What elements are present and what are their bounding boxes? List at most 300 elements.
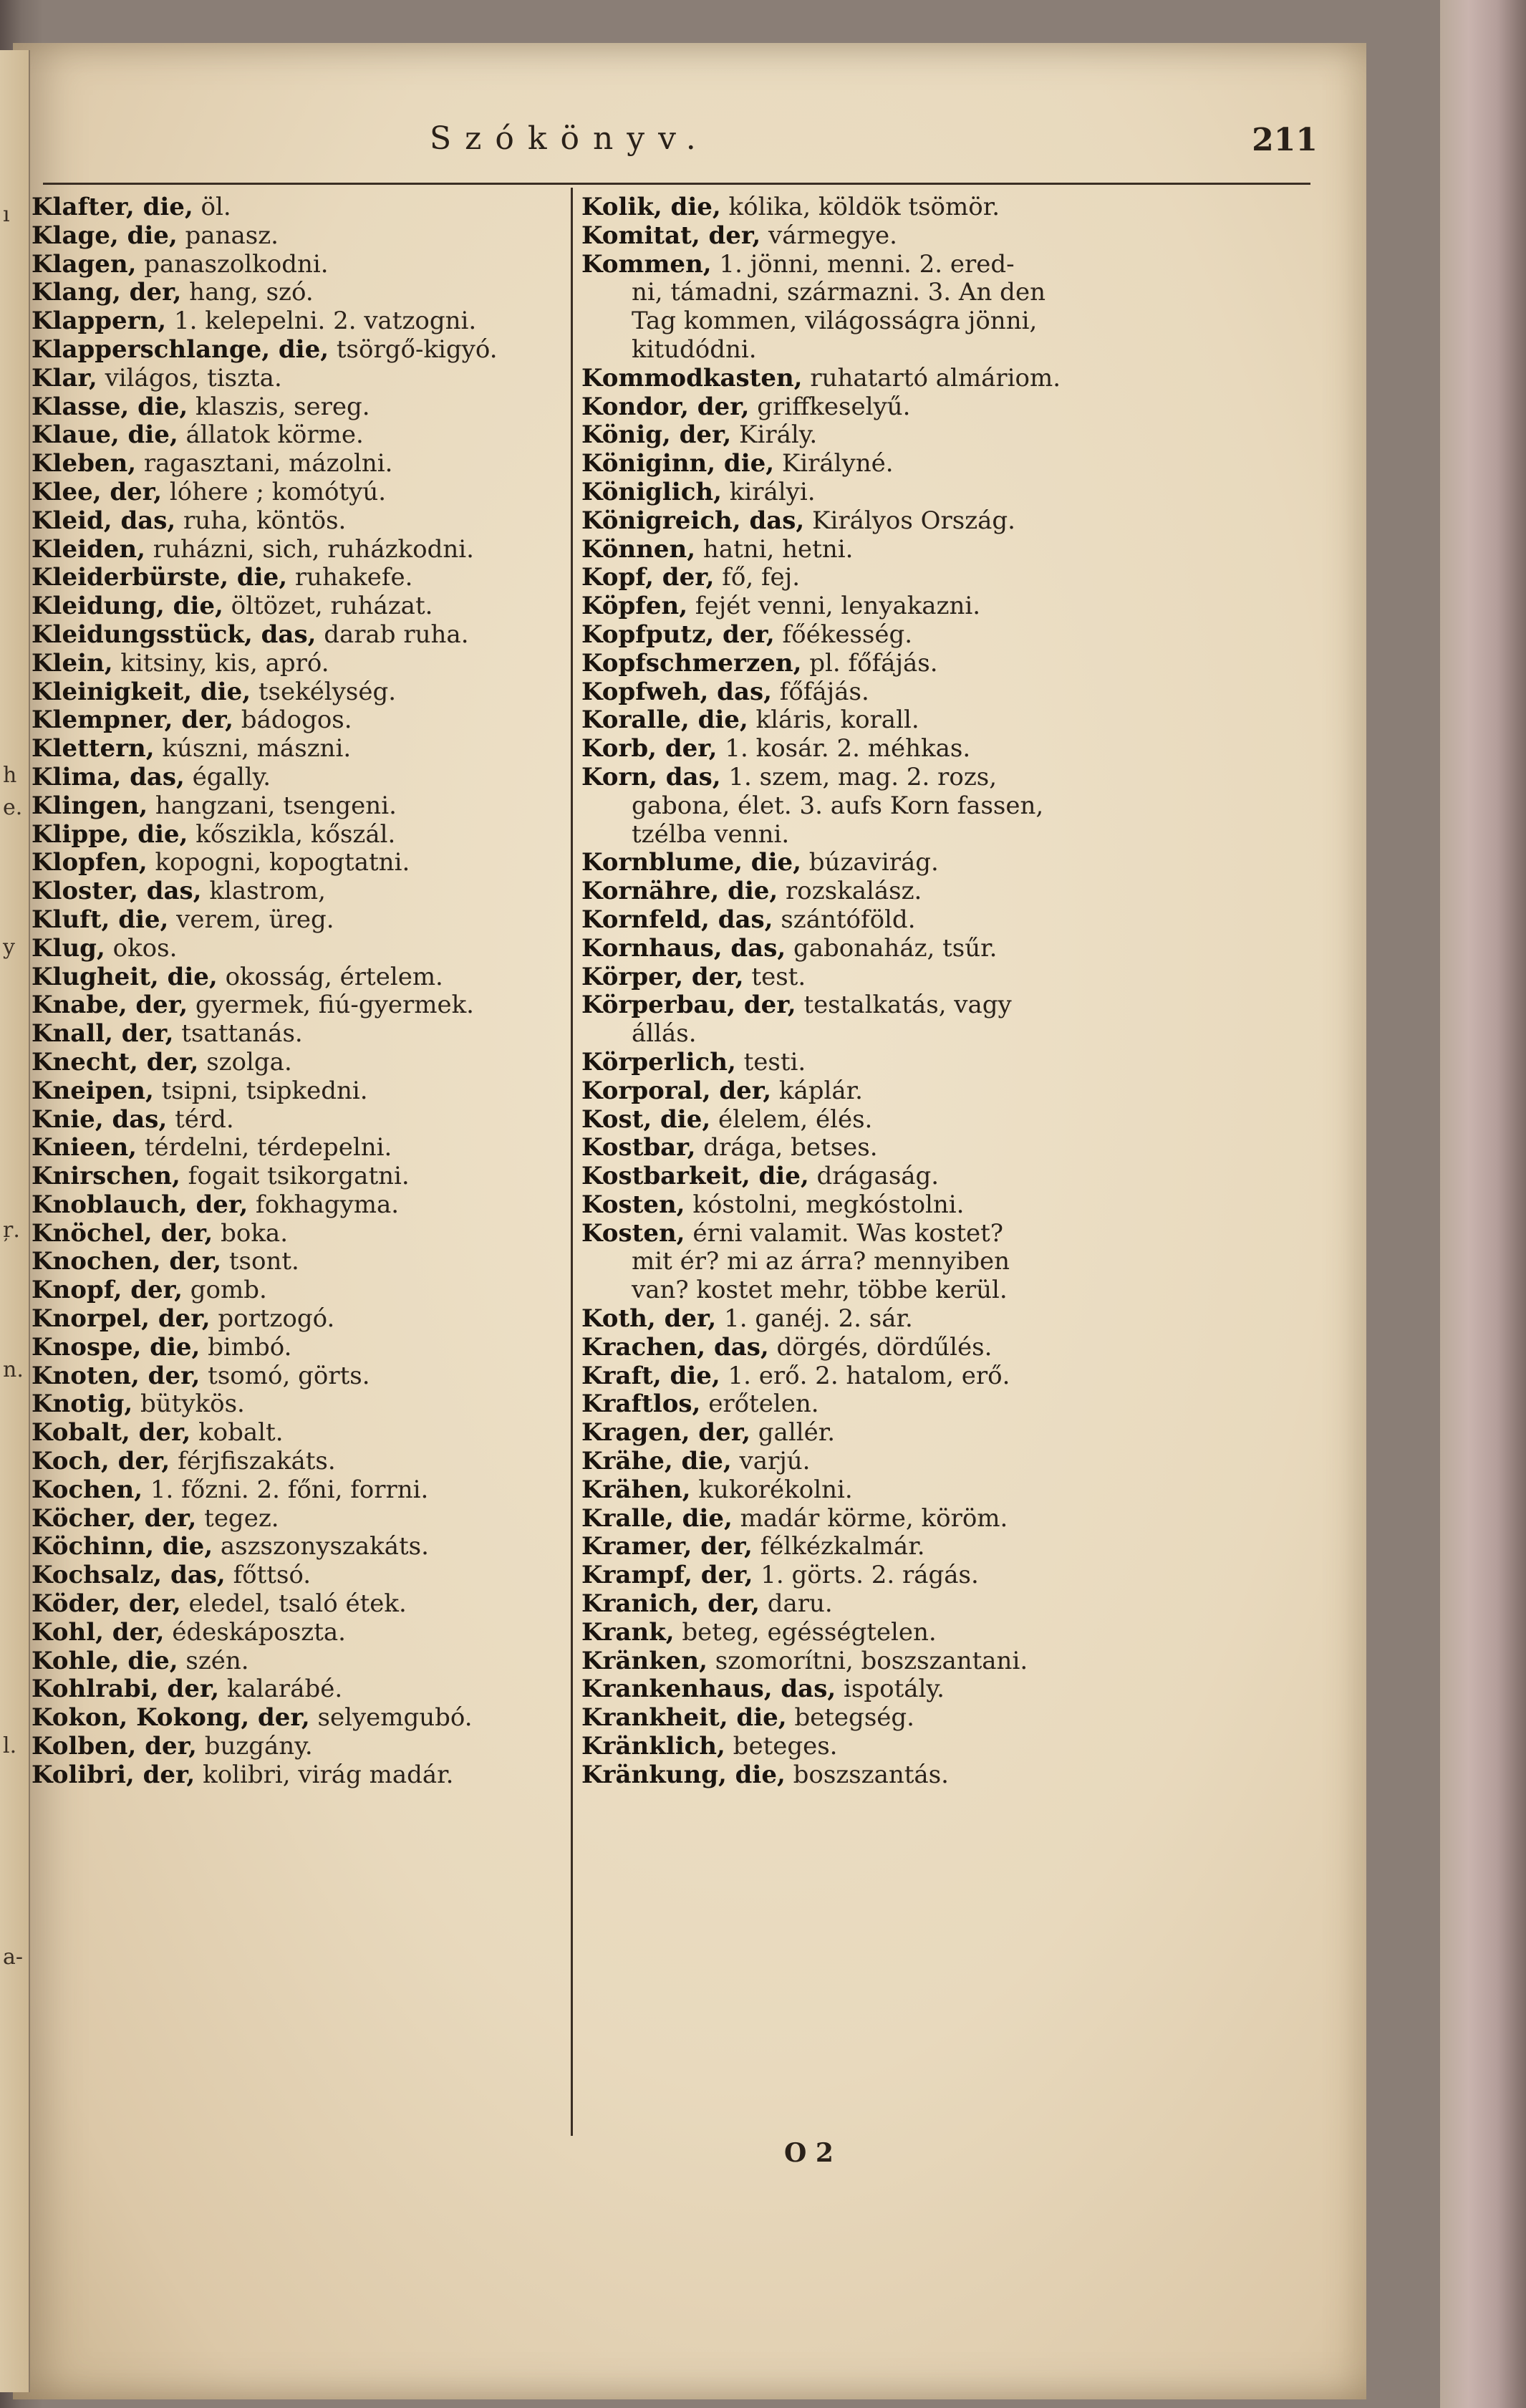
dictionary-entry <box>581 1049 1312 1077</box>
entry-gloss: édeskáposzta. <box>164 1618 346 1647</box>
entry-gloss: kitudódni. <box>632 335 757 364</box>
dictionary-entry <box>581 764 1312 792</box>
entry-gloss: ruhatartó almáriom. <box>802 364 1061 392</box>
dictionary-entry <box>32 592 565 621</box>
dictionary-entry <box>32 1020 565 1049</box>
entry-headword: Koralle, die, <box>581 706 748 735</box>
entry-gloss: ruhakefe. <box>287 564 413 592</box>
entry-headword: Knoten, der, <box>32 1362 201 1390</box>
dictionary-entry <box>32 1276 565 1305</box>
entry-gloss: beteg, egésségtelen. <box>674 1618 937 1647</box>
entry-gloss: szén. <box>178 1647 249 1675</box>
dictionary-entry <box>32 393 565 422</box>
entry-headword: Kornfeld, das, <box>581 905 773 934</box>
entry-headword: Knie, das, <box>32 1105 168 1134</box>
dictionary-entry <box>581 1476 1312 1505</box>
entry-headword: Knopf, der, <box>32 1276 183 1305</box>
entry-gloss: szántóföld. <box>773 905 916 934</box>
entry-gloss: panaszolkodni. <box>136 250 329 279</box>
entry-gloss: gallér. <box>750 1419 836 1448</box>
left-column <box>32 193 565 1790</box>
dictionary-entry <box>32 365 565 393</box>
entry-gloss: beteges. <box>725 1733 838 1761</box>
dictionary-entry <box>581 279 1312 307</box>
entry-headword: Klempner, der, <box>32 706 233 735</box>
dictionary-entry <box>581 1761 1312 1790</box>
entry-gloss: 1. kosár. 2. méhkas. <box>717 735 971 764</box>
entry-gloss: aszszonyszakáts. <box>213 1533 429 1561</box>
entry-gloss: klastrom, <box>201 877 326 906</box>
entry-headword: Kostbar, <box>581 1134 696 1162</box>
entry-headword: Klopfen, <box>32 849 148 877</box>
entry-gloss: testalkatás, vagy <box>796 991 1012 1020</box>
entry-gloss: tsomó, görts. <box>200 1362 370 1390</box>
dictionary-entry <box>32 279 565 307</box>
entry-headword: Kohle, die, <box>32 1647 178 1675</box>
dictionary-entry <box>581 991 1312 1020</box>
page-header <box>430 120 1318 170</box>
dictionary-entry <box>32 1561 565 1590</box>
entry-headword: Klein, <box>32 649 113 678</box>
page-number: 211 <box>1252 122 1318 158</box>
entry-headword: Korn, das, <box>581 763 721 791</box>
dictionary-entry <box>581 536 1312 564</box>
entry-gloss: kóstolni, megkóstolni. <box>685 1190 965 1219</box>
entry-gloss: daru. <box>759 1590 833 1619</box>
left-margin-marks <box>1 0 26 2408</box>
entry-headword: Kneipen, <box>32 1077 154 1105</box>
entry-headword: Knotig, <box>32 1390 133 1419</box>
dictionary-entry <box>581 1733 1312 1761</box>
right-column <box>581 193 1312 1790</box>
entry-headword: Kränkung, die, <box>581 1761 786 1789</box>
entry-gloss: mit ér? mi az árra? mennyiben <box>632 1248 1010 1276</box>
entry-headword: Kochsalz, das, <box>32 1561 226 1590</box>
entry-gloss: fogait tsikorgatni. <box>180 1162 410 1191</box>
entry-gloss: 1. ganéj. 2. sár. <box>716 1305 913 1334</box>
entry-gloss: panasz. <box>177 221 279 250</box>
entry-headword: Kranich, der, <box>581 1590 760 1619</box>
dictionary-entry <box>32 621 565 650</box>
entry-gloss: kúszni, mászni. <box>154 735 352 764</box>
dictionary-entry <box>32 1305 565 1334</box>
entry-gloss: kalarábé. <box>219 1675 343 1704</box>
entry-gloss: fokhagyma. <box>248 1190 400 1219</box>
entry-headword: Knall, der, <box>32 1020 174 1049</box>
dictionary-entry <box>32 1390 565 1419</box>
entry-gloss: főékesség. <box>774 620 913 649</box>
entry-headword: Klage, die, <box>32 221 178 250</box>
entry-headword: Kornhaus, das, <box>581 934 786 963</box>
entry-headword: Kopfschmerzen, <box>581 649 802 678</box>
dictionary-entry <box>581 365 1312 393</box>
entry-gloss: selyemgubó. <box>309 1704 473 1733</box>
entry-headword: Kleid, das, <box>32 506 176 535</box>
dictionary-entry <box>32 935 565 963</box>
entry-gloss: 1. jönni, menni. 2. ered- <box>711 250 1015 279</box>
entry-gloss: kólika, köldök tsömör. <box>720 193 1000 221</box>
entry-headword: Köchinn, die, <box>32 1533 213 1561</box>
entry-gloss: bütykös. <box>132 1390 245 1419</box>
entry-gloss: 1. görts. 2. rágás. <box>753 1561 979 1590</box>
entry-headword: Köder, der, <box>32 1590 181 1619</box>
entry-gloss: térd. <box>167 1105 234 1134</box>
dictionary-entry <box>581 1334 1312 1362</box>
entry-gloss: kláris, korall. <box>748 706 919 735</box>
entry-headword: Körperlich, <box>581 1048 736 1077</box>
entry-gloss: drága, betses. <box>695 1134 878 1162</box>
entry-headword: Königinn, die, <box>581 450 775 478</box>
dictionary-entry <box>32 336 565 365</box>
entry-gloss: kukorékolni. <box>690 1475 853 1504</box>
margin-mark: l. <box>3 1733 17 1758</box>
dictionary-entry <box>32 1647 565 1676</box>
dictionary-entry <box>32 193 565 222</box>
entry-gloss: 1. erő. 2. hatalom, erő. <box>720 1362 1010 1390</box>
entry-headword: Kopfweh, das, <box>581 678 772 706</box>
entry-gloss: öl. <box>193 193 231 221</box>
entry-gloss: főttsó. <box>225 1561 312 1590</box>
dictionary-entry <box>581 1077 1312 1106</box>
dictionary-entry <box>32 849 565 877</box>
dictionary-entry <box>581 621 1312 650</box>
dictionary-entry <box>32 1248 565 1276</box>
entry-headword: Knochen, der, <box>32 1248 222 1276</box>
entry-gloss: állás. <box>632 1020 697 1049</box>
dictionary-entry <box>32 1733 565 1761</box>
dictionary-entry <box>581 706 1312 735</box>
entry-headword: Kränklich, <box>581 1733 725 1761</box>
dictionary-entry <box>581 1248 1312 1276</box>
dictionary-entry <box>32 1106 565 1135</box>
entry-gloss: főfájás. <box>771 678 869 706</box>
entry-gloss: klaszis, sereg. <box>188 392 370 421</box>
dictionary-entry <box>32 678 565 707</box>
entry-gloss: tsörgő-kigyó. <box>329 335 498 364</box>
entry-gloss: Királyos Ország. <box>804 506 1015 535</box>
dictionary-entry <box>32 906 565 935</box>
entry-gloss: gabonaház, tsűr. <box>786 934 998 963</box>
entry-headword: Kommen, <box>581 250 712 279</box>
entry-headword: Klee, der, <box>32 478 163 506</box>
entry-gloss: Királyné. <box>774 450 894 478</box>
entry-gloss: állatok körme. <box>178 421 364 450</box>
entry-headword: Kleben, <box>32 450 137 478</box>
dictionary-entry <box>32 1590 565 1619</box>
entry-headword: Klagen, <box>32 250 137 279</box>
entry-headword: Kosten, <box>581 1219 685 1248</box>
entry-headword: Korb, der, <box>581 735 718 764</box>
entry-headword: Kleidungsstück, das, <box>32 620 317 649</box>
entry-headword: Kragen, der, <box>581 1419 750 1448</box>
entry-headword: Klappern, <box>32 307 167 336</box>
entry-gloss: boszszantás. <box>785 1761 949 1789</box>
entry-gloss: 1. kelepelni. 2. vatzogni. <box>166 307 477 336</box>
entry-headword: Kleinigkeit, die, <box>32 678 251 706</box>
dictionary-entry <box>32 536 565 564</box>
entry-headword: Kolben, der, <box>32 1733 197 1761</box>
dictionary-entry <box>32 1191 565 1220</box>
entry-gloss: 1. főzni. 2. főni, forrni. <box>143 1475 429 1504</box>
dictionary-entry <box>32 1162 565 1191</box>
dictionary-entry <box>581 1390 1312 1419</box>
entry-gloss: gabona, élet. 3. aufs Korn fassen, <box>632 791 1044 820</box>
entry-headword: Königreich, das, <box>581 506 805 535</box>
dictionary-entry <box>581 792 1312 821</box>
dictionary-entry <box>32 764 565 792</box>
dictionary-entry <box>581 906 1312 935</box>
entry-headword: Körper, der, <box>581 963 744 991</box>
dictionary-entry <box>581 821 1312 849</box>
dictionary-entry <box>581 1191 1312 1220</box>
signature-mark: O 2 <box>784 2138 834 2168</box>
dictionary-entry <box>32 792 565 821</box>
dictionary-entry <box>581 1619 1312 1647</box>
entry-gloss: kolibri, virág madár. <box>195 1761 454 1789</box>
entry-headword: Knirschen, <box>32 1162 180 1191</box>
dictionary-entry <box>581 1533 1312 1561</box>
margin-mark: h <box>3 763 17 788</box>
dictionary-entry <box>32 735 565 764</box>
entry-gloss: griffkeselyű. <box>749 392 911 421</box>
entry-gloss: királyi. <box>721 478 816 506</box>
margin-mark: ı <box>3 202 10 227</box>
dictionary-entry <box>581 1505 1312 1533</box>
entry-headword: Kleiderbürste, die, <box>32 564 288 592</box>
margin-mark: y <box>3 935 15 960</box>
dictionary-entry <box>581 193 1312 222</box>
entry-gloss: szolga. <box>198 1048 292 1077</box>
entry-gloss: okosság, értelem. <box>217 963 443 991</box>
margin-mark: e. <box>3 795 23 820</box>
entry-headword: Kochen, <box>32 1475 143 1504</box>
entry-headword: Krank, <box>581 1618 675 1647</box>
entry-gloss: bimbó. <box>200 1333 292 1362</box>
dictionary-entry <box>581 1276 1312 1305</box>
entry-headword: Kopf, der, <box>581 564 715 592</box>
entry-gloss: égally. <box>184 763 271 791</box>
dictionary-entry <box>32 564 565 592</box>
entry-headword: Kraft, die, <box>581 1362 720 1390</box>
entry-gloss: tsipni, tsipkedni. <box>153 1077 368 1105</box>
entry-gloss: hangzani, tsengeni. <box>148 791 397 820</box>
entry-gloss: okos. <box>105 934 178 963</box>
dictionary-entry <box>581 1448 1312 1476</box>
dictionary-entry <box>32 478 565 507</box>
entry-gloss: Király. <box>731 421 818 450</box>
entry-headword: Kränken, <box>581 1647 708 1675</box>
entry-headword: Klug, <box>32 934 105 963</box>
entry-headword: Krankheit, die, <box>581 1704 787 1733</box>
entry-headword: Kramer, der, <box>581 1533 753 1561</box>
dictionary-entry <box>581 1704 1312 1733</box>
dictionary-entry <box>32 1134 565 1162</box>
dictionary-entry <box>32 450 565 478</box>
entry-headword: Krachen, das, <box>581 1333 769 1362</box>
entry-gloss: búzavirág. <box>801 849 939 877</box>
entry-gloss: drágaság. <box>808 1162 940 1191</box>
entry-gloss: gyermek, fiú-gyermek. <box>188 991 474 1020</box>
entry-gloss: ispotály. <box>836 1675 945 1704</box>
entry-gloss: tsont. <box>221 1248 299 1276</box>
entry-gloss: lóhere ; komótyú. <box>162 478 387 506</box>
entry-gloss: hatni, hetni. <box>695 535 854 564</box>
entry-gloss: fő, fej. <box>714 564 801 592</box>
entry-gloss: betegség. <box>786 1704 914 1733</box>
entry-gloss: madár körme, köröm. <box>732 1504 1008 1533</box>
dictionary-entry <box>32 1476 565 1505</box>
dictionary-entry <box>32 1334 565 1362</box>
entry-headword: Kolibri, der, <box>32 1761 195 1789</box>
dictionary-entry <box>581 251 1312 279</box>
dictionary-entry <box>32 307 565 336</box>
entry-headword: Klasse, die, <box>32 392 188 421</box>
entry-gloss: hang, szó. <box>181 279 314 307</box>
entry-gloss: káplár. <box>771 1077 863 1105</box>
dictionary-entry <box>32 1419 565 1448</box>
entry-gloss: eledel, tsaló étek. <box>180 1590 407 1619</box>
entry-gloss: portzogó. <box>210 1305 335 1334</box>
entry-gloss: szomorítni, boszszantani. <box>707 1647 1028 1675</box>
entry-headword: Klettern, <box>32 735 155 764</box>
dictionary-entry <box>581 1106 1312 1135</box>
entry-headword: Knorpel, der, <box>32 1305 211 1334</box>
dictionary-entry <box>32 650 565 678</box>
entry-gloss: gomb. <box>182 1276 267 1305</box>
entry-headword: Knieen, <box>32 1134 137 1162</box>
dictionary-entry <box>32 1505 565 1533</box>
entry-headword: Klafter, die, <box>32 193 193 221</box>
header-rule <box>43 183 1310 185</box>
entry-headword: Klar, <box>32 364 97 392</box>
entry-gloss: pl. főfájás. <box>801 649 938 678</box>
entry-gloss: ni, támadni, származni. 3. An den <box>632 279 1045 307</box>
entry-headword: Kondor, der, <box>581 392 750 421</box>
entry-headword: Klaue, die, <box>32 421 178 450</box>
entry-headword: Klingen, <box>32 791 148 820</box>
entry-gloss: vármegye. <box>760 221 897 250</box>
entry-gloss: térdelni, térdepelni. <box>137 1134 392 1162</box>
entry-gloss: van? kostet mehr, többe kerül. <box>632 1276 1008 1305</box>
dictionary-entry <box>581 307 1312 336</box>
entry-headword: Koch, der, <box>32 1448 170 1476</box>
entry-gloss: kőszikla, kőszál. <box>188 820 396 849</box>
entry-headword: Kleidung, die, <box>32 592 223 621</box>
entry-gloss: varjú. <box>731 1448 811 1476</box>
entry-headword: Knoblauch, der, <box>32 1190 248 1219</box>
dictionary-entry <box>581 1305 1312 1334</box>
entry-headword: Kost, die, <box>581 1105 711 1134</box>
entry-headword: Klima, das, <box>32 763 185 791</box>
entry-headword: Körperbau, der, <box>581 991 796 1020</box>
column-divider <box>571 188 573 2136</box>
entry-headword: Krankenhaus, das, <box>581 1675 836 1704</box>
entry-gloss: fejét venni, lenyakazni. <box>687 592 981 621</box>
entry-headword: Knabe, der, <box>32 991 188 1020</box>
entry-gloss: dörgés, dördűlés. <box>768 1333 993 1362</box>
entry-gloss: test. <box>743 963 806 991</box>
entry-gloss: félkézkalmár. <box>752 1533 925 1561</box>
entry-headword: Knospe, die, <box>32 1333 201 1362</box>
entry-headword: Können, <box>581 535 696 564</box>
entry-headword: Knöchel, der, <box>32 1219 213 1248</box>
entry-headword: Kleiden, <box>32 535 145 564</box>
entry-gloss: öltözet, ruházat. <box>223 592 433 621</box>
dictionary-entry <box>581 1162 1312 1191</box>
dictionary-entry <box>581 1362 1312 1391</box>
dictionary-entry <box>581 393 1312 422</box>
entry-headword: Klippe, die, <box>32 820 188 849</box>
entry-headword: Koth, der, <box>581 1305 717 1334</box>
entry-headword: Kloster, das, <box>32 877 202 906</box>
dictionary-entry <box>581 222 1312 251</box>
dictionary-entry <box>32 991 565 1020</box>
entry-gloss: világos, tiszta. <box>97 364 282 392</box>
dictionary-entry <box>32 421 565 450</box>
dictionary-entry <box>581 1675 1312 1704</box>
entry-headword: Kobalt, der, <box>32 1419 191 1448</box>
entry-headword: Kornähre, die, <box>581 877 778 906</box>
entry-gloss: buzgány. <box>196 1733 313 1761</box>
entry-gloss: rozskalász. <box>778 877 922 906</box>
dictionary-entry <box>581 1220 1312 1248</box>
entry-gloss: darab ruha. <box>316 620 469 649</box>
dictionary-entry <box>581 963 1312 992</box>
entry-headword: Kraftlos, <box>581 1390 701 1419</box>
dictionary-entry <box>32 1362 565 1391</box>
book-cover-edge <box>1440 0 1526 2408</box>
entry-headword: Kokon, Kokong, der, <box>32 1704 310 1733</box>
entry-gloss: bádogos. <box>233 706 352 735</box>
entry-headword: Komitat, der, <box>581 221 761 250</box>
dictionary-entry <box>581 935 1312 963</box>
dictionary-entry <box>32 963 565 992</box>
entry-gloss: kobalt. <box>190 1419 284 1448</box>
dictionary-entry <box>32 1704 565 1733</box>
entry-gloss: tzélba venni. <box>632 820 790 849</box>
entry-gloss: ragasztani, mázolni. <box>136 450 393 478</box>
dictionary-entry <box>32 1448 565 1476</box>
dictionary-entry <box>581 1020 1312 1049</box>
dictionary-entry <box>581 1647 1312 1676</box>
entry-gloss: testi. <box>735 1048 806 1077</box>
dictionary-entry <box>32 507 565 536</box>
dictionary-entry <box>581 450 1312 478</box>
dictionary-entry <box>581 1561 1312 1590</box>
entry-headword: Königlich, <box>581 478 722 506</box>
dictionary-entry <box>32 1619 565 1647</box>
dictionary-entry <box>581 336 1312 365</box>
entry-headword: Kosten, <box>581 1190 685 1219</box>
dictionary-entry <box>581 678 1312 707</box>
dictionary-entry <box>581 507 1312 536</box>
entry-headword: Kopfputz, der, <box>581 620 775 649</box>
entry-headword: Kolik, die, <box>581 193 721 221</box>
entry-headword: Krähe, die, <box>581 1448 732 1476</box>
entry-gloss: férjfiszakáts. <box>170 1448 336 1476</box>
dictionary-entry <box>32 706 565 735</box>
entry-gloss: tegez. <box>196 1504 279 1533</box>
entry-gloss: élelem, élés. <box>710 1105 873 1134</box>
entry-headword: Köpfen, <box>581 592 688 621</box>
entry-headword: Korporal, der, <box>581 1077 772 1105</box>
dictionary-entry <box>32 1077 565 1106</box>
dictionary-entry <box>581 564 1312 592</box>
dictionary-entry <box>32 1675 565 1704</box>
entry-headword: König, der, <box>581 421 732 450</box>
dictionary-entry <box>581 592 1312 621</box>
entry-headword: Knecht, der, <box>32 1048 199 1077</box>
